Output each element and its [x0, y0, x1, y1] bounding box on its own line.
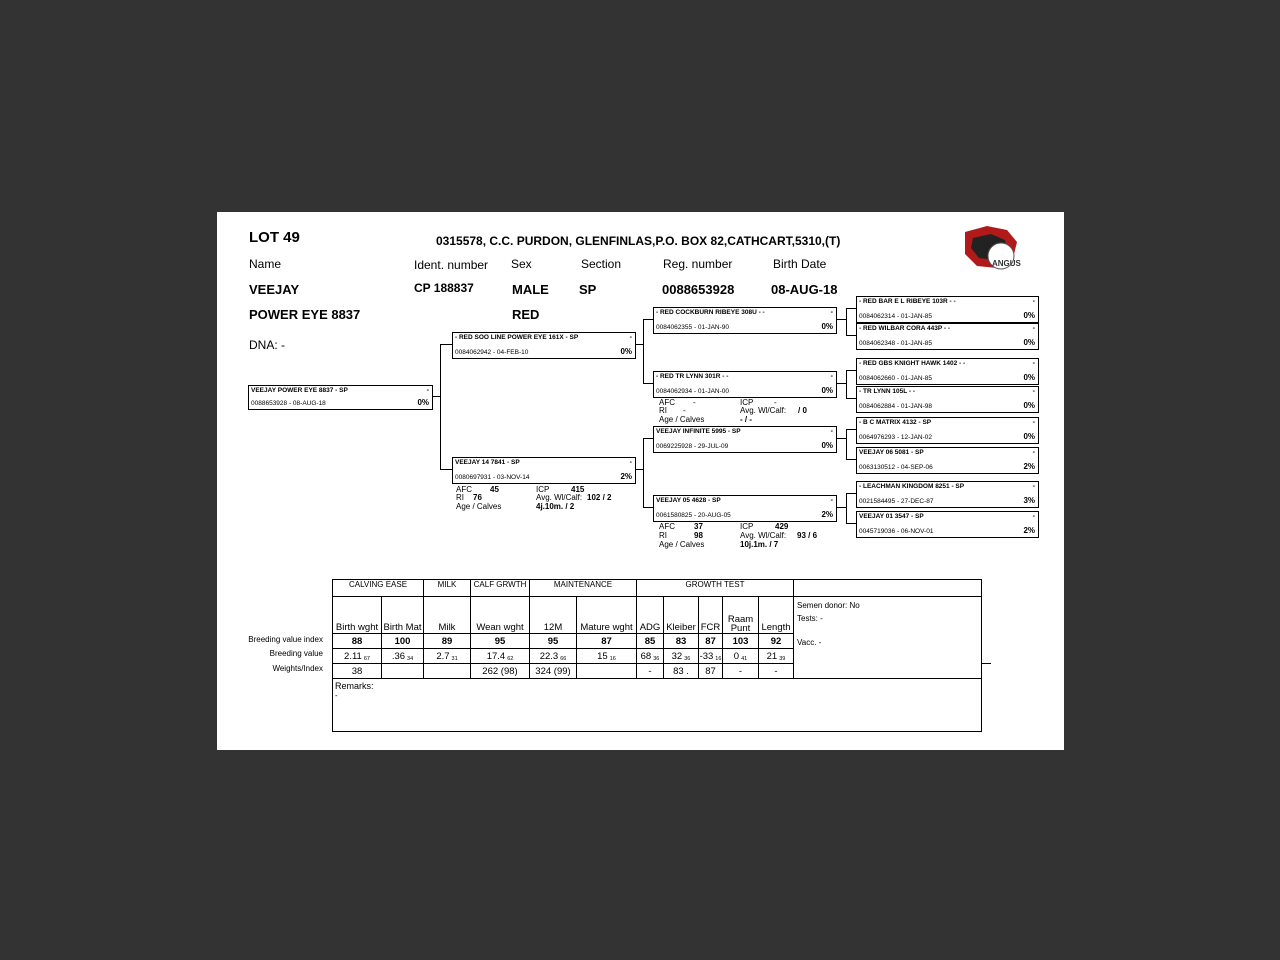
- tests: Tests: -: [797, 614, 823, 623]
- connector: [846, 493, 856, 494]
- spacer-cell: [982, 664, 992, 679]
- connector: [846, 370, 856, 371]
- remarks-label: Remarks:: [335, 681, 374, 691]
- connector: [635, 344, 643, 345]
- breeding-values-table: [332, 579, 991, 732]
- col-birth-weight: Birth wght: [333, 597, 382, 634]
- connector: [846, 523, 856, 524]
- index-cell: 87: [577, 634, 637, 649]
- connector: [846, 429, 847, 460]
- index-cell: 88: [333, 634, 382, 649]
- connector: [836, 438, 846, 439]
- index-cell: 103: [723, 634, 759, 649]
- stats-avg-value: 102 / 2: [587, 493, 612, 502]
- bv-cell: 0 41: [723, 649, 759, 664]
- connector: [440, 344, 441, 470]
- col-wean-weight: Wean wght: [471, 597, 530, 634]
- index-cell: 95: [471, 634, 530, 649]
- connector: [643, 507, 653, 508]
- pedigree-gg-5: - B C MATRIX 4132 - SP - 0064976293 - 12-JAN-02 0%: [856, 417, 1039, 444]
- weight-cell: 87: [699, 664, 723, 679]
- connector: [635, 469, 643, 470]
- stats-afc-value: -: [693, 398, 696, 407]
- weight-cell: -: [723, 664, 759, 679]
- vacc: Vacc. -: [797, 638, 822, 647]
- connector: [846, 429, 856, 430]
- connector: [643, 319, 644, 383]
- connector: [846, 308, 856, 309]
- label-birth: Birth Date: [773, 257, 827, 271]
- stats-icp-value: 415: [571, 485, 585, 494]
- section-value: SP: [579, 282, 597, 297]
- row-label-weights: Weights/Index: [272, 664, 323, 673]
- stats-ri-value: 76: [473, 493, 482, 502]
- weight-cell: 324 (99): [530, 664, 577, 679]
- col-milk: Milk: [424, 597, 471, 634]
- index-cell: 87: [699, 634, 723, 649]
- connector: [643, 438, 644, 507]
- pedigree-sire: - RED SOO LINE POWER EYE 161X - SP - 0084062942 - 04-FEB-10 0%: [452, 332, 636, 359]
- stats-icp-label: ICP: [536, 485, 550, 494]
- index-cell: 92: [759, 634, 794, 649]
- stats-avg-value: 93 / 6: [797, 531, 818, 540]
- pedigree-gg-8: VEEJAY 01 3547 - SP - 0045719036 - 06-NOV-01 2%: [856, 511, 1039, 538]
- reg-number: 0088653928: [662, 282, 735, 297]
- breeder-info: 0315578, C.C. PURDON, GLENFINLAS,P.O. BOX 82,CATHCART,5310,(T): [436, 234, 841, 248]
- pedigree-gg-4: - TR LYNN 105L - - - 0084062884 - 01-JAN-98 0%: [856, 386, 1039, 413]
- stats-age-label: Age / Calves: [456, 502, 502, 511]
- pedigree-gg-7: - LEACHMAN KINGDOM 8251 - SP - 0021584495 - 27-DEC-87 3%: [856, 481, 1039, 508]
- stats-avg-label: Avg. Wl/Calf:: [536, 493, 583, 502]
- pedigree-sheet: [217, 212, 1064, 750]
- row-label-index: Breeding value index: [248, 635, 323, 644]
- group-maintenance: MAINTENANCE: [530, 580, 637, 597]
- lot-number: LOT 49: [249, 229, 300, 246]
- index-cell: 95: [530, 634, 577, 649]
- info-header: [794, 580, 982, 597]
- stats-ri-value: -: [683, 406, 686, 415]
- connector: [643, 319, 653, 320]
- stats-age-value: 10j.1m. / 7: [740, 540, 779, 549]
- logo-text: ANGUS: [992, 259, 1021, 268]
- weight-cell: [577, 664, 637, 679]
- connector: [836, 383, 846, 384]
- weight-cell: 262 (98): [471, 664, 530, 679]
- bv-cell: 2.7 31: [424, 649, 471, 664]
- pedigree-sire-sire: - RED COCKBURN RIBEYE 308U - - - 0084062355 - 01-JAN-90 0%: [653, 307, 837, 334]
- index-cell: 85: [637, 634, 664, 649]
- stats-ri-label: RI: [659, 406, 667, 415]
- col-kleiber: Kleiber: [664, 597, 699, 634]
- bv-cell: .36 34: [382, 649, 424, 664]
- index-cell: 89: [424, 634, 471, 649]
- group-milk: MILK: [424, 580, 471, 597]
- col-raam-punt: Raam Punt: [723, 597, 759, 634]
- sex-value: MALE: [512, 282, 549, 297]
- semen-donor: Semen donor: No: [797, 601, 860, 610]
- stats-age-value: 4j.10m. / 2: [536, 502, 575, 511]
- index-cell: 83: [664, 634, 699, 649]
- pedigree-gg-6: VEEJAY 06 5081 - SP - 0063130512 - 04-SEP-06 2%: [856, 447, 1039, 474]
- stats-ri-label: RI: [659, 531, 667, 540]
- weight-cell: 83 .: [664, 664, 699, 679]
- connector: [440, 344, 452, 345]
- stats-avg-label: Avg. Wl/Calf:: [740, 406, 787, 415]
- pedigree-sire-dam: - RED TR LYNN 301R - - - 0084062934 - 01-JAN-00 0%: [653, 371, 837, 398]
- bv-cell: 2.11 67: [333, 649, 382, 664]
- col-mature-weight: Mature wght: [577, 597, 637, 634]
- bv-cell: 15 16: [577, 649, 637, 664]
- label-name: Name: [249, 257, 282, 271]
- col-birth-mat: Birth Mat: [382, 597, 424, 634]
- stats-afc-label: AFC: [659, 522, 675, 531]
- pedigree-gg-2: - RED WILBAR CORA 443P - - - 0084062348 - 01-JAN-85 0%: [856, 323, 1039, 350]
- pedigree-dam-sire: VEEJAY INFINITE 5995 - SP - 0069225928 - 29-JUL-09 0%: [653, 426, 837, 453]
- connector: [643, 383, 653, 384]
- stats-icp-value: 429: [775, 522, 789, 531]
- connector: [836, 507, 846, 508]
- colour-value: RED: [512, 307, 540, 322]
- label-sex: Sex: [511, 257, 532, 271]
- bv-cell: 32 36: [664, 649, 699, 664]
- connector: [846, 459, 856, 460]
- animal-name-2: POWER EYE 8837: [249, 307, 361, 322]
- pedigree-gg-3: - RED GBS KNIGHT HAWK 1402 - - - 0084062660 - 01-JAN-85 0%: [856, 358, 1039, 385]
- stats-avg-label: Avg. Wl/Calf:: [740, 531, 787, 540]
- connector: [846, 335, 856, 336]
- weight-cell: 38: [333, 664, 382, 679]
- pedigree-gg-1: - RED BAR E L RIBEYE 103R - - - 0084062314 - 01-JAN-85 0%: [856, 296, 1039, 323]
- label-ident: Ident. number: [414, 258, 489, 272]
- stats-avg-value: / 0: [798, 406, 807, 415]
- ident-number: CP 188837: [414, 281, 474, 295]
- connector: [440, 469, 452, 470]
- stats-ri-label: RI: [456, 493, 464, 502]
- bv-cell: 17.4 62: [471, 649, 530, 664]
- stats-icp-value: -: [774, 398, 777, 407]
- stats-ri-value: 98: [694, 531, 703, 540]
- weight-cell: -: [637, 664, 664, 679]
- col-adg: ADG: [637, 597, 664, 634]
- pedigree-self: VEEJAY POWER EYE 8837 - SP - 0088653928 - 08-AUG-18 0%: [248, 385, 433, 410]
- birth-date: 08-AUG-18: [771, 282, 838, 297]
- col-length: Length: [759, 597, 794, 634]
- stats-age-value: - / -: [740, 415, 752, 424]
- stats-afc-value: 45: [490, 485, 499, 494]
- label-reg: Reg. number: [663, 257, 733, 271]
- remarks-cell: [333, 679, 982, 732]
- connector: [846, 398, 856, 399]
- col-12m: 12M: [530, 597, 577, 634]
- index-cell: 100: [382, 634, 424, 649]
- weight-cell: -: [759, 664, 794, 679]
- bv-cell: 22.3 66: [530, 649, 577, 664]
- animal-name-1: VEEJAY: [249, 282, 300, 297]
- angus-logo: [957, 220, 1023, 274]
- group-calving-ease: CALVING EASE: [333, 580, 424, 597]
- stats-icp-label: ICP: [740, 522, 754, 531]
- col-fcr: FCR: [699, 597, 723, 634]
- dna-label: DNA: -: [249, 338, 285, 352]
- weight-cell: [424, 664, 471, 679]
- remarks-text: -: [335, 691, 338, 700]
- connector: [846, 370, 847, 399]
- bv-cell: 21 39: [759, 649, 794, 664]
- stats-afc-value: 37: [694, 522, 703, 531]
- stats-icp-label: ICP: [740, 398, 754, 407]
- pedigree-dam: VEEJAY 14 7841 - SP - 0080697931 - 03-NOV-14 2%: [452, 457, 636, 484]
- weight-cell: [382, 664, 424, 679]
- group-calf-growth: CALF GRWTH: [471, 580, 530, 597]
- connector: [432, 396, 440, 397]
- bv-cell: 68 36: [637, 649, 664, 664]
- pedigree-dam-dam: VEEJAY 05 4628 - SP - 0061580825 - 20-AUG-05 2%: [653, 495, 837, 522]
- semen-info-cell: [794, 597, 982, 679]
- connector: [846, 308, 847, 336]
- row-label-bv: Breeding value: [269, 649, 323, 658]
- stats-afc-label: AFC: [659, 398, 675, 407]
- group-growth-test: GROWTH TEST: [637, 580, 794, 597]
- connector: [643, 438, 653, 439]
- stats-age-label: Age / Calves: [659, 415, 705, 424]
- stats-afc-label: AFC: [456, 485, 472, 494]
- connector: [846, 493, 847, 524]
- stats-age-label: Age / Calves: [659, 540, 705, 549]
- connector: [836, 319, 846, 320]
- label-section: Section: [581, 257, 622, 271]
- bv-cell: -33 16: [699, 650, 722, 662]
